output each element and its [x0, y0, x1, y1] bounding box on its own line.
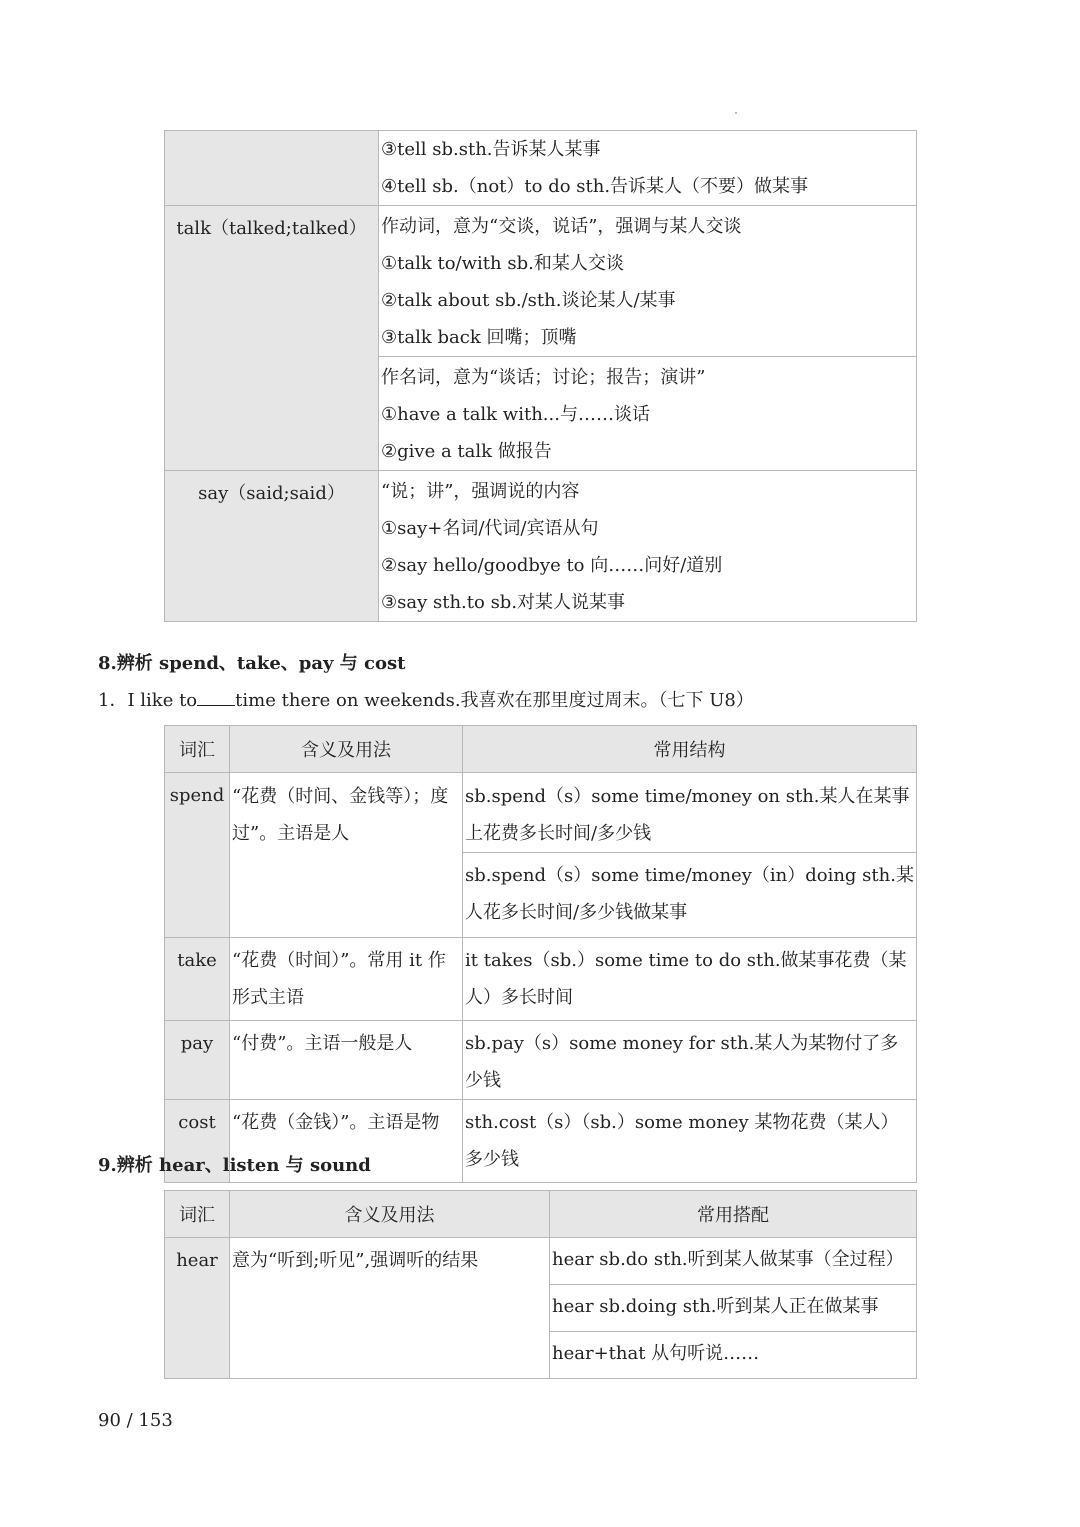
usage-line: ②give a talk 做报告 — [381, 441, 552, 462]
question-suffix: time there on weekends.我喜欢在那里度过周末。（七下 U8） — [235, 690, 754, 711]
header-structure: 常用结构 — [463, 726, 917, 773]
meaning-cell: “花费（时间）”。常用 it 作形式主语 — [230, 938, 463, 1021]
word-cell: take — [165, 938, 230, 1021]
usage-line: “说；讲”，强调说的内容 — [381, 481, 580, 502]
section-8-heading: 8.辨析 spend、take、pay 与 cost — [98, 653, 406, 674]
header-word: 词汇 — [165, 1191, 230, 1238]
table-row — [165, 131, 917, 206]
table-row — [165, 938, 917, 1021]
header-meaning: 含义及用法 — [230, 726, 463, 773]
table-row — [165, 773, 917, 853]
usage-line: ①talk to/with sb.和某人交谈 — [381, 253, 624, 274]
usage-line: ②say hello/goodbye to 向……问好/道别 — [381, 555, 723, 576]
usage-line: ③tell sb.sth.告诉某人某事 — [381, 139, 601, 160]
structure-cell: sth.cost（s）（sb.）some money 某物花费（某人）多少钱 — [463, 1100, 917, 1183]
header-word: 词汇 — [165, 726, 230, 773]
meaning-cell: “付费”。主语一般是人 — [230, 1021, 463, 1100]
spend-take-pay-cost-table — [164, 725, 917, 1183]
table-header-row — [165, 726, 917, 773]
meaning-cell: 意为“听到;听见”,强调听的结果 — [230, 1238, 550, 1379]
structure-cell: sb.spend（s）some time/money on sth.某人在某事上花费多长时间/多少钱 — [463, 773, 917, 853]
table-header-row — [165, 1191, 917, 1238]
page-number: 90 / 153 — [98, 1410, 173, 1431]
structure-cell: sb.pay（s）some money for sth.某人为某物付了多少钱 — [463, 1021, 917, 1100]
word-cell: pay — [165, 1021, 230, 1100]
verb-usage-table — [164, 130, 917, 622]
header-collocation: 常用搭配 — [550, 1191, 917, 1238]
meaning-cell: “花费（金钱）”。主语是物 — [230, 1100, 463, 1183]
question-prefix: 1．I like to — [98, 690, 198, 711]
structure-cell: sb.spend（s）some time/money（in）doing sth.某人花多长时间/多少钱做某事 — [463, 853, 917, 938]
table-row — [165, 206, 917, 357]
usage-cell — [379, 357, 917, 471]
word-cell: spend — [165, 773, 230, 938]
collocation-cell: hear+that 从句听说…… — [550, 1332, 917, 1379]
word-cell — [165, 131, 379, 206]
usage-line: 作名词，意为“谈话；讨论；报告；演讲” — [381, 367, 706, 388]
word-cell: talk（talked;talked） — [165, 206, 379, 471]
speck — [735, 112, 737, 114]
word-cell: hear — [165, 1238, 230, 1379]
header-meaning: 含义及用法 — [230, 1191, 550, 1238]
usage-line: ④tell sb.（not）to do sth.告诉某人（不要）做某事 — [381, 176, 809, 197]
usage-line: 作动词，意为“交谈，说话”，强调与某人交谈 — [381, 216, 742, 237]
section-9-heading: 9.辨析 hear、listen 与 sound — [98, 1155, 371, 1176]
usage-line: ③talk back 回嘴；顶嘴 — [381, 327, 577, 348]
usage-line: ①have a talk with...与……谈话 — [381, 404, 650, 425]
hear-listen-sound-table — [164, 1190, 917, 1379]
usage-line: ②talk about sb./sth.谈论某人/某事 — [381, 290, 676, 311]
usage-line: ①say+名词/代词/宾语从句 — [381, 518, 599, 539]
usage-line: ③say sth.to sb.对某人说某事 — [381, 592, 626, 613]
table-row — [165, 1238, 917, 1285]
word-cell: cost — [165, 1100, 230, 1183]
collocation-cell: hear sb.do sth.听到某人做某事（全过程） — [550, 1238, 917, 1285]
table-row — [165, 1021, 917, 1100]
structure-cell: it takes（sb.）some time to do sth.做某事花费（某人）多长时间 — [463, 938, 917, 1021]
word-cell: say（said;said） — [165, 471, 379, 622]
collocation-cell: hear sb.doing sth.听到某人正在做某事 — [550, 1285, 917, 1332]
usage-cell — [379, 206, 917, 357]
answer-blank — [197, 691, 235, 706]
example-question — [98, 686, 754, 716]
usage-cell — [379, 471, 917, 622]
usage-cell — [379, 131, 917, 206]
table-row — [165, 471, 917, 622]
meaning-cell: “花费（时间、金钱等）；度过”。主语是人 — [230, 773, 463, 938]
